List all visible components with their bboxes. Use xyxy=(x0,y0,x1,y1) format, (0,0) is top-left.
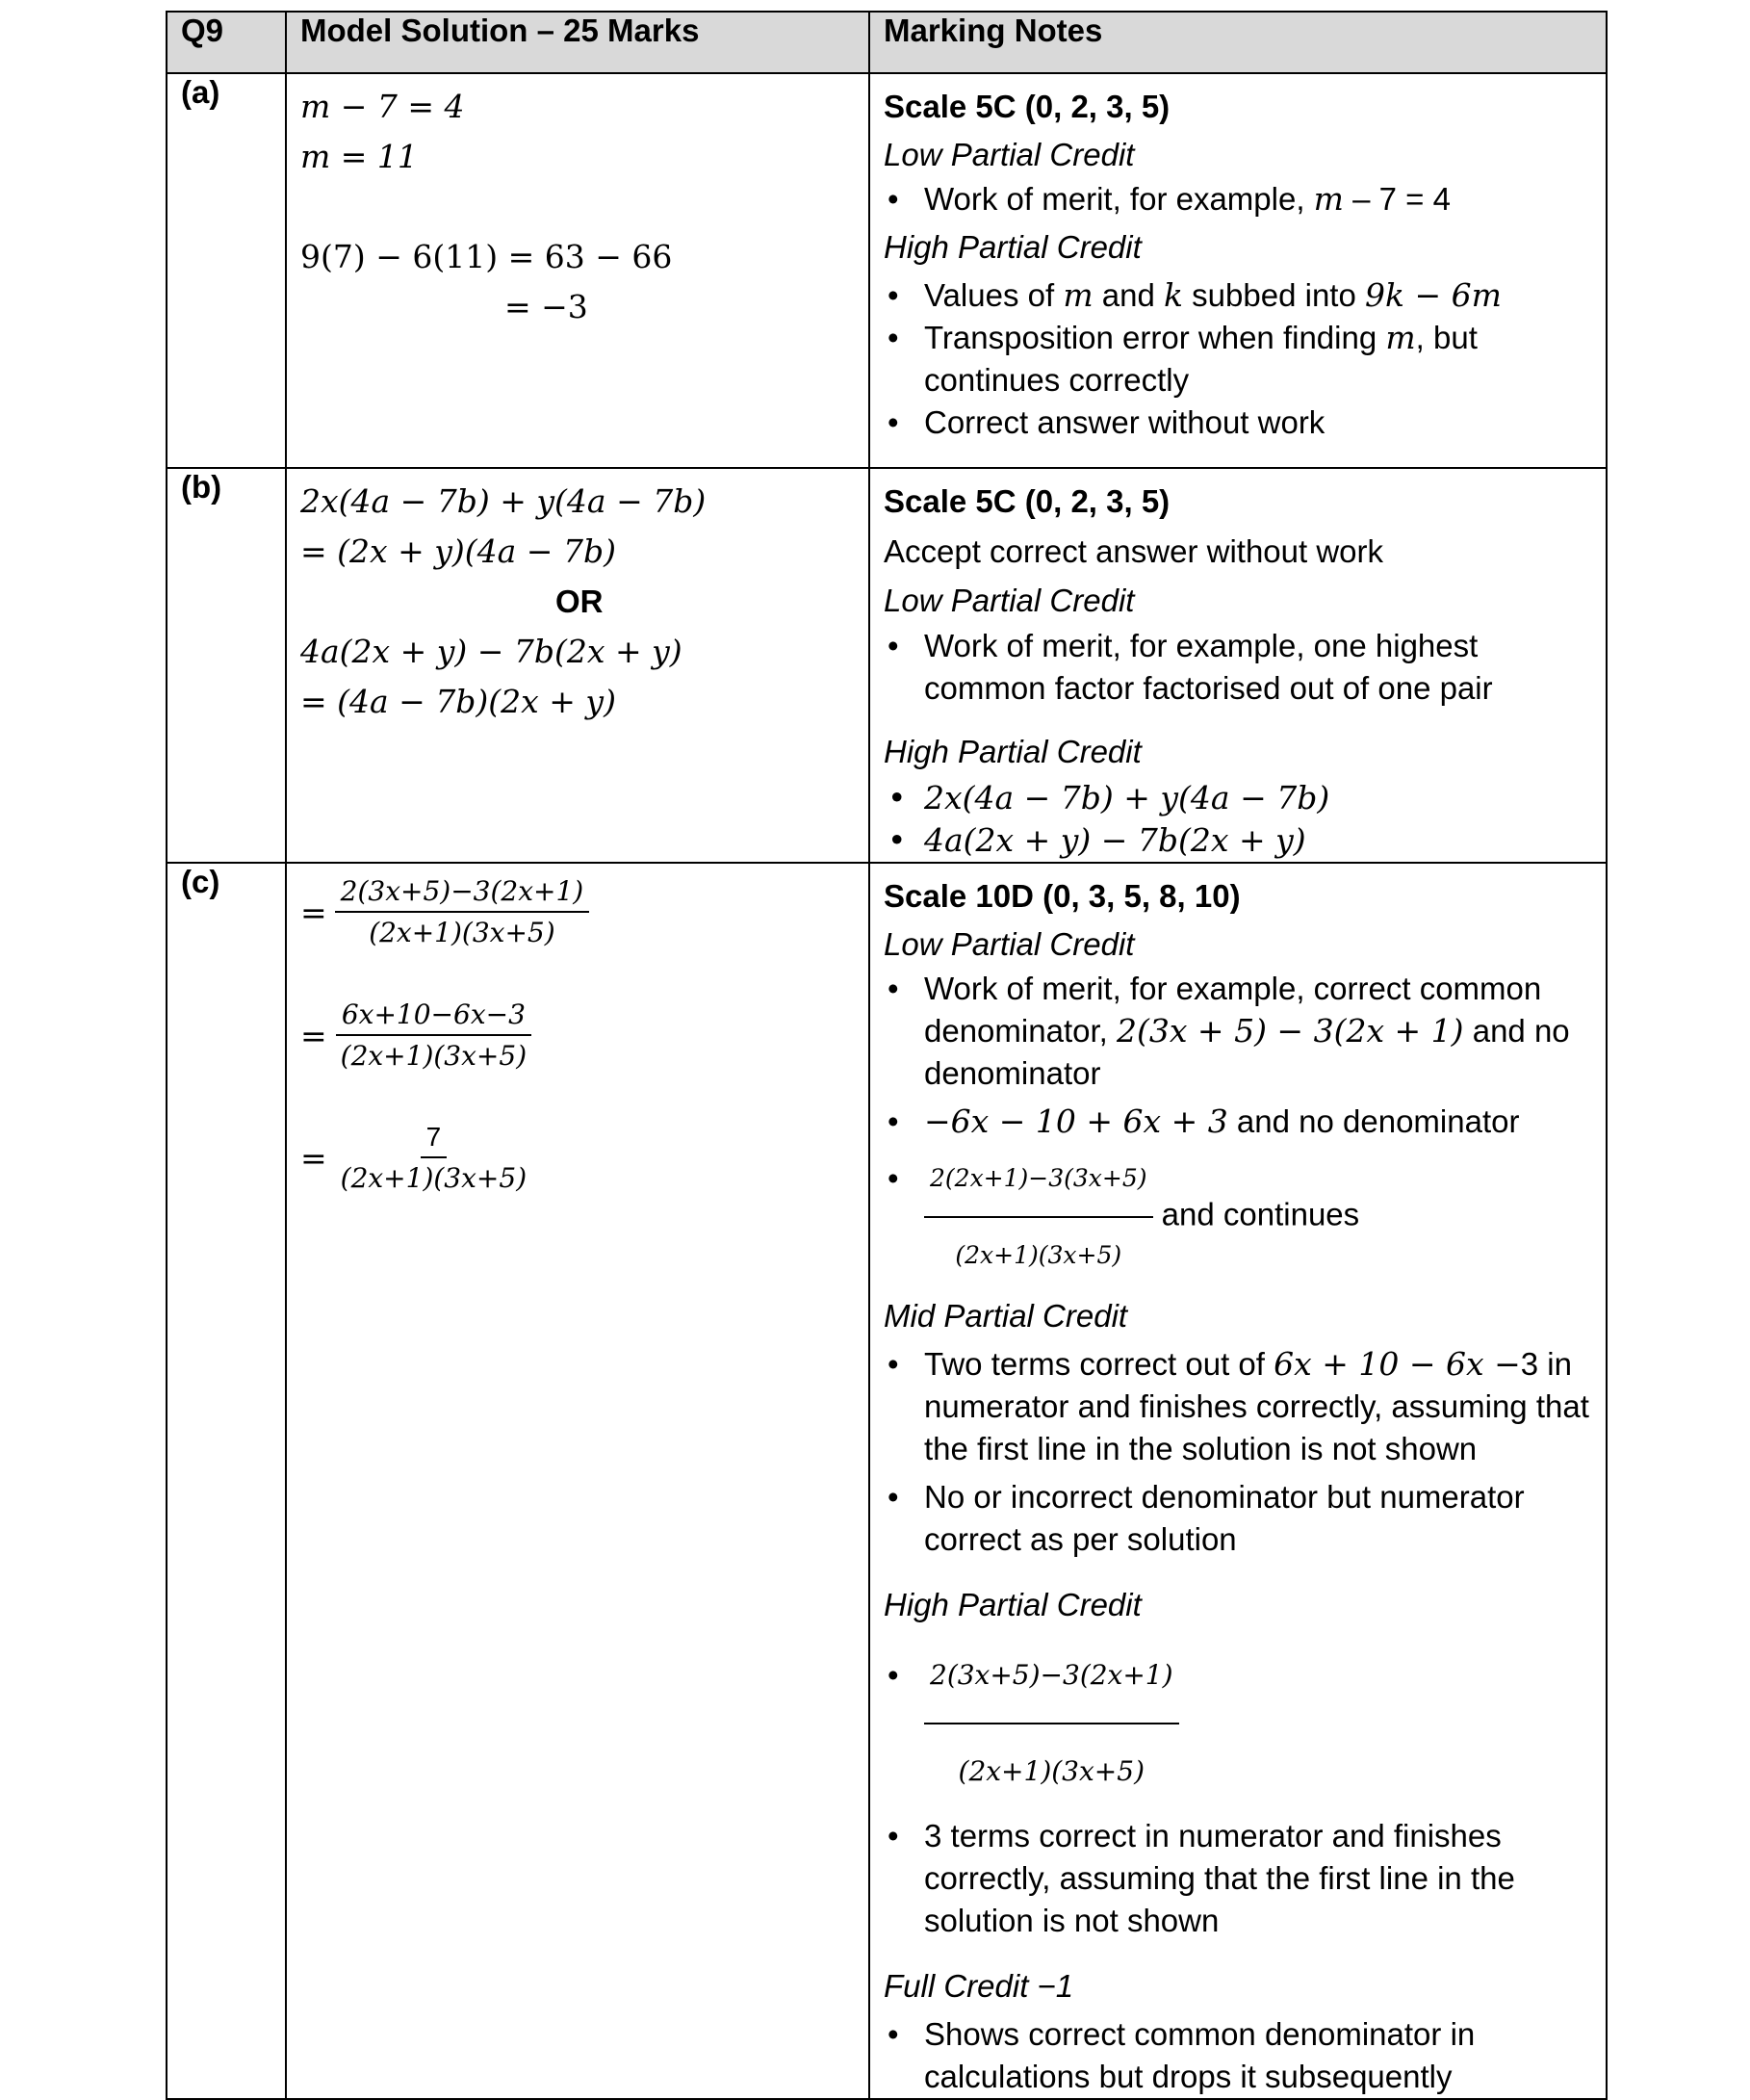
part-a-label: (a) xyxy=(167,73,286,468)
part-b-label: (b) xyxy=(167,468,286,863)
part-c-solution xyxy=(286,863,869,2099)
sol-a-line2: m = 11 xyxy=(300,138,418,175)
low-title-b: Low Partial Credit xyxy=(884,583,1135,618)
row-part-b xyxy=(167,468,1607,863)
sol-b-line4: = (4a − 7b)(2x + y) xyxy=(300,683,616,720)
low-title-c: Low Partial Credit xyxy=(884,926,1135,962)
sol-a-line3: 9(7) − 6(11) = 63 − 66 xyxy=(300,238,673,275)
part-b-solution xyxy=(286,468,869,863)
scale-b: Scale 5C (0, 2, 3, 5) xyxy=(884,483,1171,519)
low-b-item: • Work of merit, for example, one highest common factor factorised out of one pair xyxy=(884,625,1592,710)
accept-b: Accept correct answer without work xyxy=(884,533,1384,569)
marking-scheme-table xyxy=(166,11,1608,2100)
high-a-item2: • Transposition error when finding m, but continues correctly xyxy=(884,317,1592,402)
sol-b-line2: = (2x + y)(4a − 7b) xyxy=(300,532,616,570)
full-title-c: Full Credit −1 xyxy=(884,1968,1074,2004)
full-c-item1: • Shows correct common denominator in calculations but drops it subsequently xyxy=(884,2013,1592,2098)
mid-c-item2: • No or incorrect denominator but numerator correct as per solution xyxy=(884,1476,1592,1561)
low-title-a: Low Partial Credit xyxy=(884,137,1135,172)
mid-c-item1: • Two terms correct out of 6x + 10 − 6x −3 in numerator and finishes correctly, assuming that the first line in the solution is not shown xyxy=(884,1343,1592,1470)
sol-a-line1: m − 7 = 4 xyxy=(300,88,465,125)
high-c-item2: • 3 terms correct in numerator and finishes correctly, assuming that the first line in the solution is not shown xyxy=(884,1815,1592,1942)
scale-c: Scale 10D (0, 3, 5, 8, 10) xyxy=(884,878,1241,914)
high-a-item1: • Values of m and k subbed into 9k − 6m xyxy=(884,274,1592,317)
sol-b-line1: 2x(4a − 7b) + y(4a − 7b) xyxy=(300,482,707,520)
part-c-notes xyxy=(869,863,1607,2099)
mid-title-c: Mid Partial Credit xyxy=(884,1298,1128,1334)
high-b-item2: • 4a(2x + y) − 7b(2x + y) xyxy=(884,819,1592,862)
header-model-solution: Model Solution – 25 Marks xyxy=(286,12,869,73)
high-c-item1: • $\frac{2(3x+5)-3(2x+1)}{(2x+1)(3x+5)}$ xyxy=(884,1632,1592,1815)
sol-c-step1: = $\frac{2(3x+5)-3(2x+1)}{(2x+1)(3x+5)}$ xyxy=(300,875,855,948)
high-title-c: High Partial Credit xyxy=(884,1587,1142,1622)
low-c-item3: • $\frac{2(2x+1)-3(3x+5)}{(2x+1)(3x+5)}$ and continues xyxy=(884,1145,1592,1289)
low-c-item2: • −6x − 10 + 6x + 3 and no denominator xyxy=(884,1101,1592,1143)
part-a-solution xyxy=(286,73,869,468)
high-a-item3: • Correct answer without work xyxy=(884,402,1592,444)
header-row xyxy=(167,12,1607,73)
scale-a: Scale 5C (0, 2, 3, 5) xyxy=(884,89,1171,124)
sol-b-or: OR xyxy=(555,583,604,619)
high-b-item1: • 2x(4a − 7b) + y(4a − 7b) xyxy=(884,777,1592,819)
low-c-item1: • Work of merit, for example, correct common denominator, 2(3x + 5) − 3(2x + 1) and no denominator xyxy=(884,968,1592,1095)
row-part-c xyxy=(167,863,1607,2099)
header-question: Q9 xyxy=(167,12,286,73)
row-part-a xyxy=(167,73,1607,468)
sol-c-step2: = $\frac{6x+10-6x-3}{(2x+1)(3x+5)}$ xyxy=(300,998,855,1072)
part-c-label: (c) xyxy=(167,863,286,2099)
high-title-b: High Partial Credit xyxy=(884,734,1142,769)
header-marking-notes: Marking Notes xyxy=(869,12,1607,73)
high-title-a: High Partial Credit xyxy=(884,229,1142,265)
sol-b-line3: 4a(2x + y) − 7b(2x + y) xyxy=(300,633,682,670)
part-b-notes xyxy=(869,468,1607,863)
part-a-notes xyxy=(869,73,1607,468)
sol-a-line4: = −3 xyxy=(504,288,588,325)
sol-c-step3: = $\frac{7}{(2x+1)(3x+5)}$ xyxy=(300,1122,528,1194)
low-a-item: • Work of merit, for example, m – 7 = 4 xyxy=(884,178,1592,220)
